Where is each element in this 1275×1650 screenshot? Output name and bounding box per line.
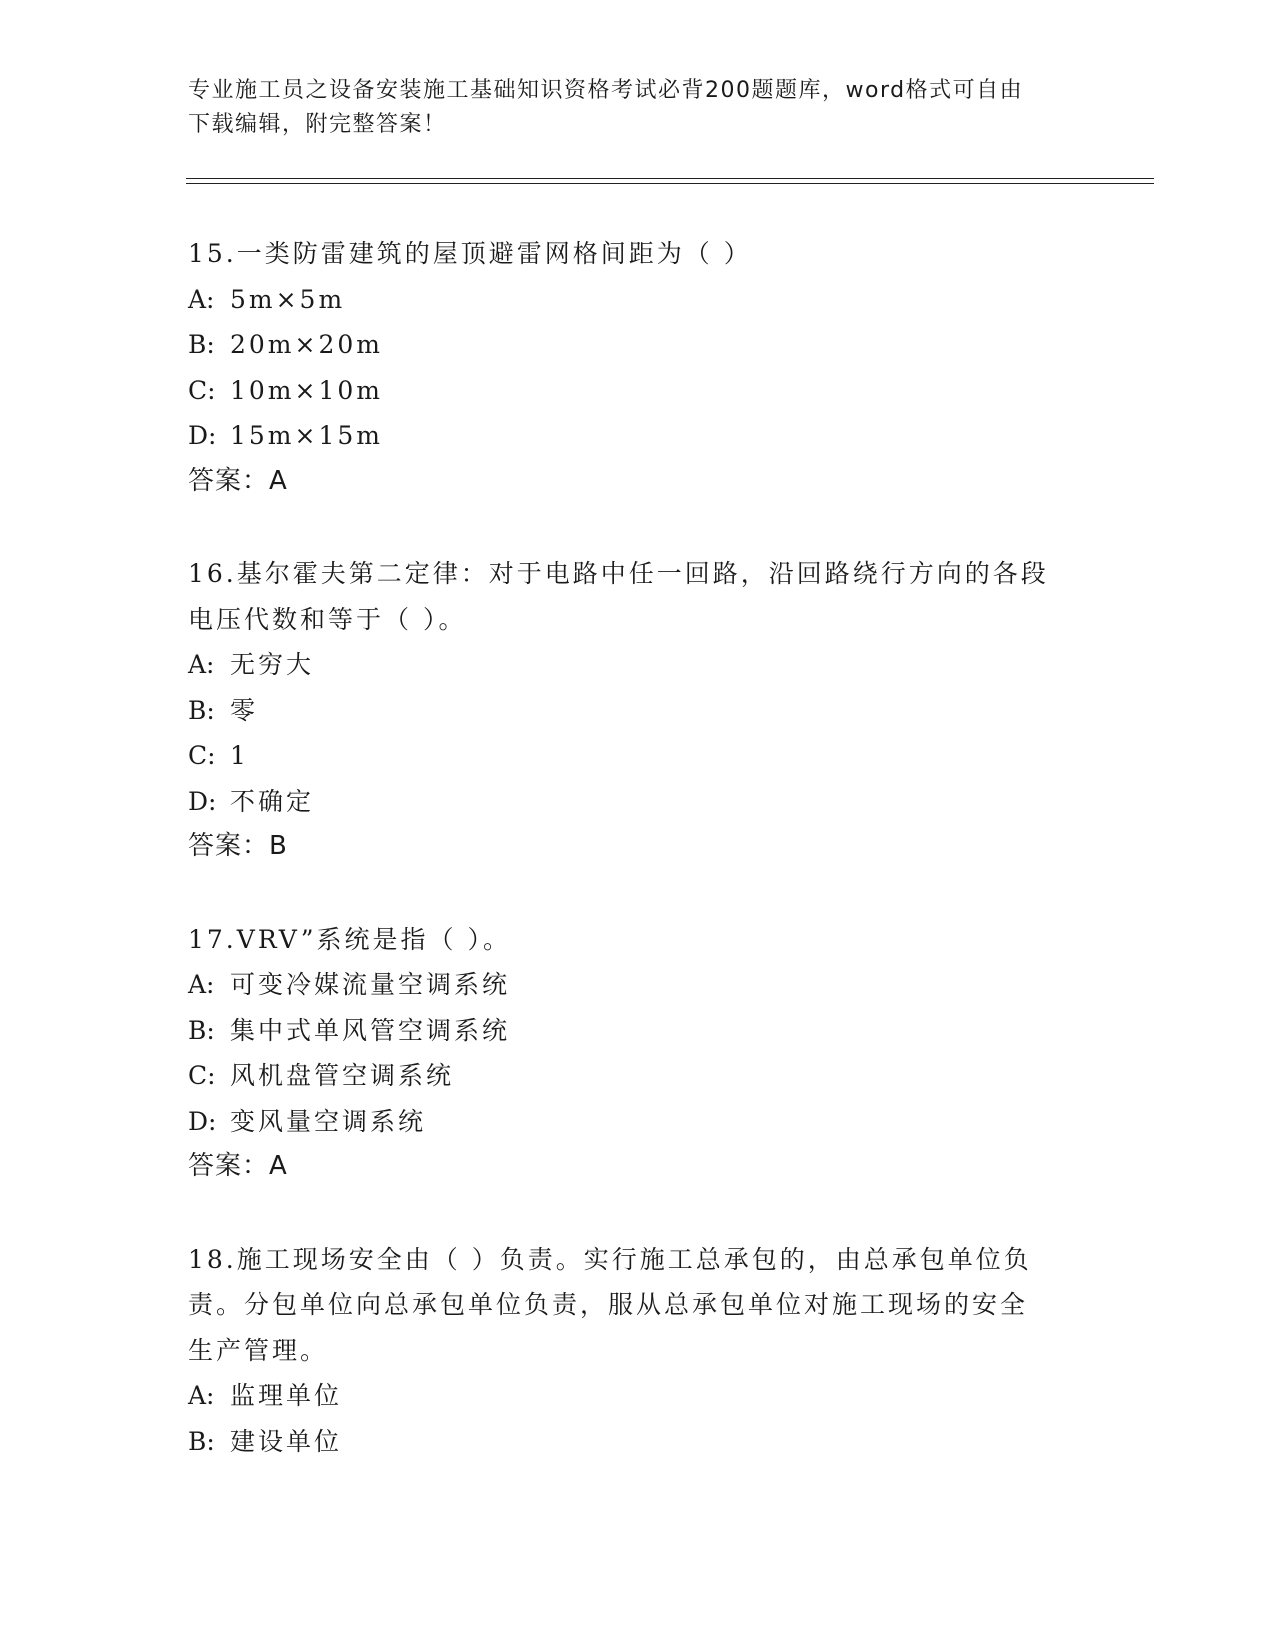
option-text: 建设单位 (230, 1426, 343, 1456)
option-letter: A: (188, 650, 215, 679)
option-text: 15m×15m (230, 421, 383, 450)
option-b (188, 688, 1088, 734)
option-letter: B: (188, 695, 215, 725)
option-letter: C: (188, 741, 216, 770)
option-text: 不确定 (230, 786, 315, 816)
option-letter: B: (188, 1015, 215, 1045)
option-text: 20m×20m (230, 330, 383, 359)
option-text: 集中式单风管空调系统 (230, 1015, 511, 1045)
question-stem: 电压代数和等于（ ）。 (188, 604, 467, 634)
question-17 (188, 917, 1088, 1190)
option-text: 可变冷媒流量空调系统 (230, 970, 511, 999)
option-d (188, 413, 1088, 459)
option-text: 零 (230, 695, 259, 725)
answer-line: 答案：A (188, 1151, 288, 1181)
option-b (188, 1008, 1088, 1054)
option-text: 监理单位 (230, 1381, 343, 1410)
option-letter: D: (188, 421, 217, 450)
option-d (188, 779, 1088, 825)
option-a (188, 1373, 1088, 1419)
option-a (188, 277, 1088, 323)
option-letter: A: (188, 970, 215, 999)
option-text: 10m×10m (230, 375, 383, 405)
question-stem: 18.施工现场安全由（ ）负责。实行施工总承包的，由总承包单位负 (188, 1244, 1032, 1274)
option-text: 5m×5m (230, 284, 346, 314)
option-text: 无穷大 (230, 650, 315, 679)
question-list (188, 231, 1088, 1511)
option-letter: A: (188, 1381, 215, 1410)
option-text: 1 (230, 741, 249, 770)
option-c (188, 368, 1088, 414)
option-letter: C: (188, 375, 216, 405)
question-stem: 15.一类防雷建筑的屋顶避雷网格间距为（ ） (188, 239, 752, 268)
question-stem: 责。分包单位向总承包单位负责，服从总承包单位对施工现场的安全 (188, 1290, 1029, 1319)
question-stem: 生产管理。 (188, 1335, 329, 1365)
option-text: 变风量空调系统 (230, 1106, 427, 1136)
option-a (188, 642, 1088, 688)
option-b (188, 1419, 1088, 1465)
question-16 (188, 551, 1088, 870)
option-letter: B: (188, 330, 215, 359)
header-rule-top (186, 178, 1154, 179)
option-d (188, 1099, 1088, 1145)
answer-line: 答案：A (188, 465, 288, 496)
option-letter: A: (188, 284, 215, 314)
option-letter: D: (188, 786, 217, 816)
option-c (188, 1053, 1088, 1099)
question-15 (188, 231, 1088, 504)
header-line-2: 下载编辑，附完整答案！ (188, 112, 447, 137)
question-18 (188, 1237, 1088, 1465)
header-rule-bottom (186, 183, 1154, 184)
option-text: 风机盘管空调系统 (230, 1061, 455, 1090)
header-line-1: 专业施工员之设备安装施工基础知识资格考试必背200题题库，word格式可自由 (188, 78, 1024, 103)
option-a (188, 962, 1088, 1008)
option-b (188, 322, 1088, 368)
option-letter: D: (188, 1106, 217, 1136)
question-stem: 16.基尔霍夫第二定律：对于电路中任一回路，沿回路绕行方向的各段 (188, 559, 1049, 588)
document-header (188, 74, 1088, 142)
option-letter: B: (188, 1426, 215, 1456)
option-letter: C: (188, 1061, 216, 1090)
answer-line: 答案：B (188, 831, 288, 861)
option-c (188, 733, 1088, 779)
question-stem: 17.VRV”系统是指（ ）。 (188, 924, 511, 954)
